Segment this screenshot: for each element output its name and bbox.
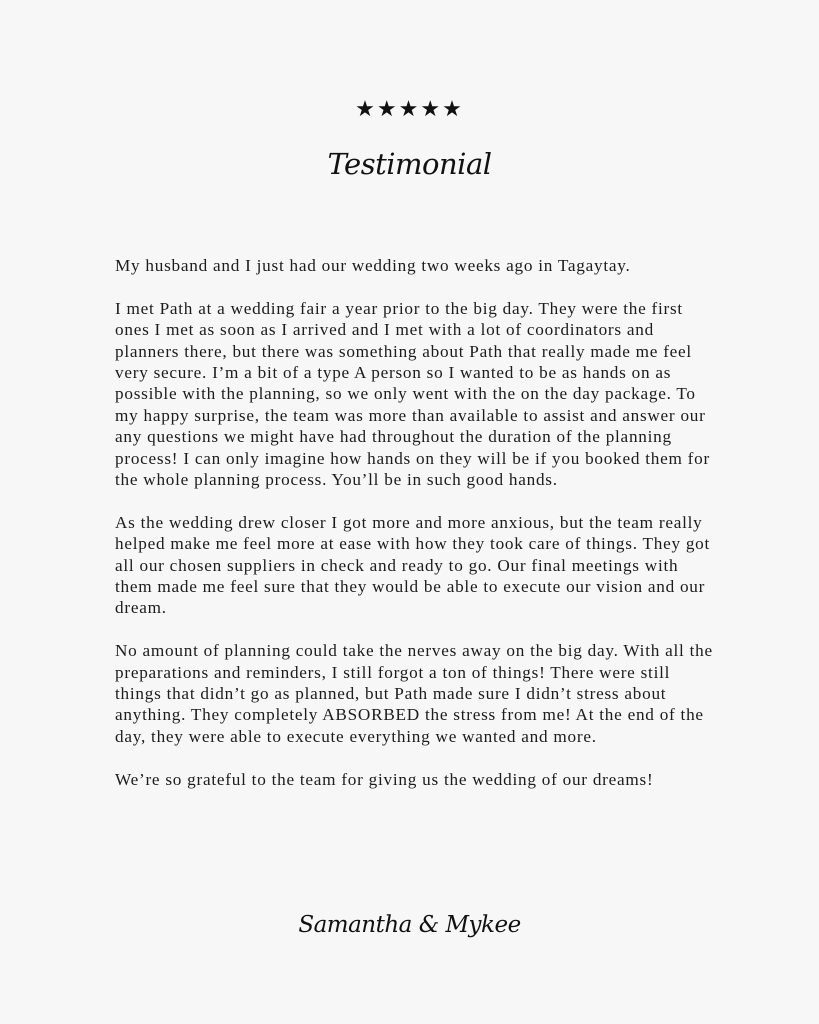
testimonial-paragraph: We’re so grateful to the team for giving us the wedding of our dreams! <box>115 769 654 789</box>
star-icon: ★ <box>355 97 377 122</box>
star-icon: ★ <box>398 97 421 122</box>
star-icon: ★ <box>376 97 399 122</box>
testimonial-body <box>115 255 715 811</box>
author-signature: Samantha & Mykee <box>298 912 521 938</box>
star-rating <box>0 98 819 122</box>
testimonial-paragraph: As the wedding drew closer I got more and more anxious, but the team really helped make me feel more at ease with how they took care of things. They got all our chosen suppliers in check and ready to go. Our final meetings with them made me feel sure that they would be able to execute our vision and our dream. <box>115 512 711 618</box>
star-icon: ★ <box>420 97 443 122</box>
testimonial-paragraph: No amount of planning could take the nerves away on the big day. With all the preparations and reminders, I still forgot a ton of things! There were still things that didn’t go as planned, but Path made sure I didn’t stress about anything. They completely ABSORBED the stress from me! At the end of the day, they were able to execute everything we wanted and more. <box>115 641 713 746</box>
page-title: Testimonial <box>327 147 492 181</box>
testimonial-paragraph: I met Path at a wedding fair a year prior to the big day. They were the first ones I met as soon as I arrived and I met with a lot of coordinators and planners there, but there was something about Path that really made me feel very secure. I’m a bit of a type A person so I wanted to be as hands on as possible with the planning, so we only went with the on the day package. To my happy surprise, the team was more than available to assist and answer our any questions we might have had throughout the duration of the planning process! I can only imagine how hands on they will be if you booked them for the whole planning process. You’ll be in such good hands. <box>115 298 710 490</box>
star-icon: ★ <box>442 97 464 122</box>
testimonial-paragraph: My husband and I just had our wedding two weeks ago in Tagaytay. <box>115 256 631 275</box>
